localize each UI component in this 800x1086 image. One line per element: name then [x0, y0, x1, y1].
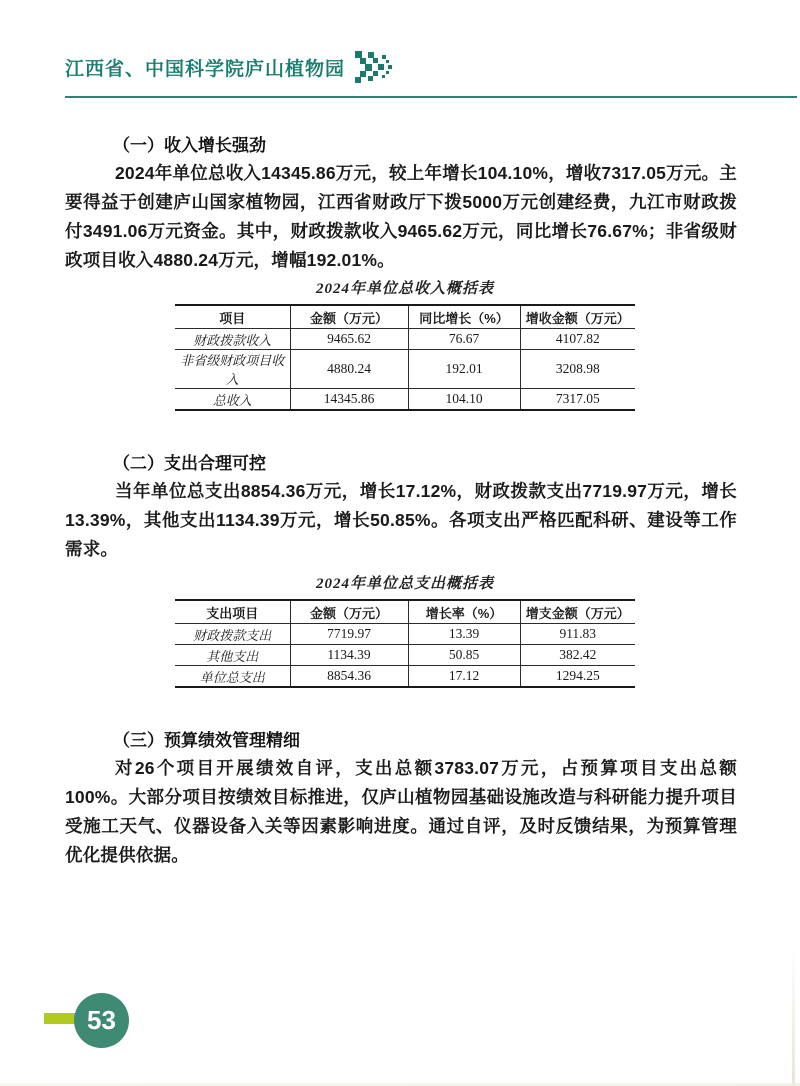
- row-delta: 382.42: [520, 645, 635, 666]
- section-1-paragraph: 2024年单位总收入14345.86万元，较上年增长104.10%，增收7317.05万元。主要得益于创建庐山国家植物园，江西省财政厅下拨5000万元创建经费，九江市财政拨付3491.06万元资金。其中，财政拨款收入9465.62万元，同比增长76.67%；非省级财政项目收入4880.24万元，增幅192.01%。: [65, 163, 737, 270]
- expense-col-growth: 增长率（%）: [408, 600, 520, 624]
- table-row: [175, 624, 635, 645]
- section-2-heading: （二）支出合理可控: [113, 454, 266, 473]
- expense-table-title: 2024年单位总支出概括表: [315, 576, 494, 592]
- row-amount: 14345.86: [290, 389, 408, 411]
- section-3-paragraph: 对26个项目开展绩效自评，支出总额3783.07万元，占预算项目支出总额100%。大部分项目按绩效目标推进，仅庐山植物园基础设施改造与科研能力提升项目受施工天气、仪器设备入关等因素影响进度。通过自评，及时反馈结果，为预算管理优化提供依据。: [65, 758, 737, 865]
- row-label: 单位总支出: [175, 666, 290, 688]
- row-amount: 4880.24: [290, 350, 408, 389]
- income-col-amount: 金额（万元）: [290, 305, 408, 329]
- table-row: [175, 645, 635, 666]
- row-delta: 911.83: [520, 624, 635, 645]
- row-label: 总收入: [175, 389, 290, 411]
- row-label: 其他支出: [175, 645, 290, 666]
- row-amount: 1134.39: [290, 645, 408, 666]
- expense-table-header-row: [175, 600, 635, 624]
- pixel-chevron-logo-icon: [355, 50, 393, 84]
- income-table-title: 2024年单位总收入概括表: [315, 281, 494, 297]
- table-row: [175, 389, 635, 411]
- section-3-heading: （三）预算绩效管理精细: [113, 731, 300, 750]
- section-1-heading: （一）收入增长强劲: [113, 136, 266, 155]
- page-content: [65, 121, 737, 870]
- row-amount: 9465.62: [290, 329, 408, 350]
- row-delta: 3208.98: [520, 350, 635, 389]
- row-delta: 7317.05: [520, 389, 635, 411]
- page-number: 53: [87, 1005, 116, 1035]
- section-2-paragraph: 当年单位总支出8854.36万元，增长17.12%，财政拨款支出7719.97万元，增长13.39%，其他支出1134.39万元，增长50.85%。各项支出严格匹配科研、建设等工作需求。: [65, 481, 737, 559]
- expense-table-block: [175, 572, 635, 688]
- row-growth: 50.85: [408, 645, 520, 666]
- expense-table: [175, 599, 635, 688]
- row-growth: 17.12: [408, 666, 520, 688]
- table-row: [175, 350, 635, 389]
- income-table-header-row: [175, 305, 635, 329]
- page-edge-shading-right: [792, 946, 795, 1086]
- row-delta: 1294.25: [520, 666, 635, 688]
- row-growth: 192.01: [408, 350, 520, 389]
- income-table-block: [175, 277, 635, 411]
- row-growth: 76.67: [408, 329, 520, 350]
- income-col-growth: 同比增长（%）: [408, 305, 520, 329]
- expense-col-item: 支出项目: [175, 600, 290, 624]
- income-col-delta: 增收金额（万元）: [520, 305, 635, 329]
- page-header: [65, 50, 797, 98]
- row-delta: 4107.82: [520, 329, 635, 350]
- table-row: [175, 329, 635, 350]
- row-growth: 104.10: [408, 389, 520, 411]
- income-table: [175, 304, 635, 411]
- income-col-item: 项目: [175, 305, 290, 329]
- expense-col-amount: 金额（万元）: [290, 600, 408, 624]
- row-label: 财政拨款支出: [175, 624, 290, 645]
- row-label: 非省级财政项目收入: [175, 350, 290, 389]
- table-row: [175, 666, 635, 688]
- row-amount: 8854.36: [290, 666, 408, 688]
- page-number-badge: [74, 993, 129, 1048]
- row-amount: 7719.97: [290, 624, 408, 645]
- row-label: 财政拨款收入: [175, 329, 290, 350]
- expense-col-delta: 增支金额（万元）: [520, 600, 635, 624]
- org-title: 江西省、中国科学院庐山植物园: [65, 58, 346, 80]
- row-growth: 13.39: [408, 624, 520, 645]
